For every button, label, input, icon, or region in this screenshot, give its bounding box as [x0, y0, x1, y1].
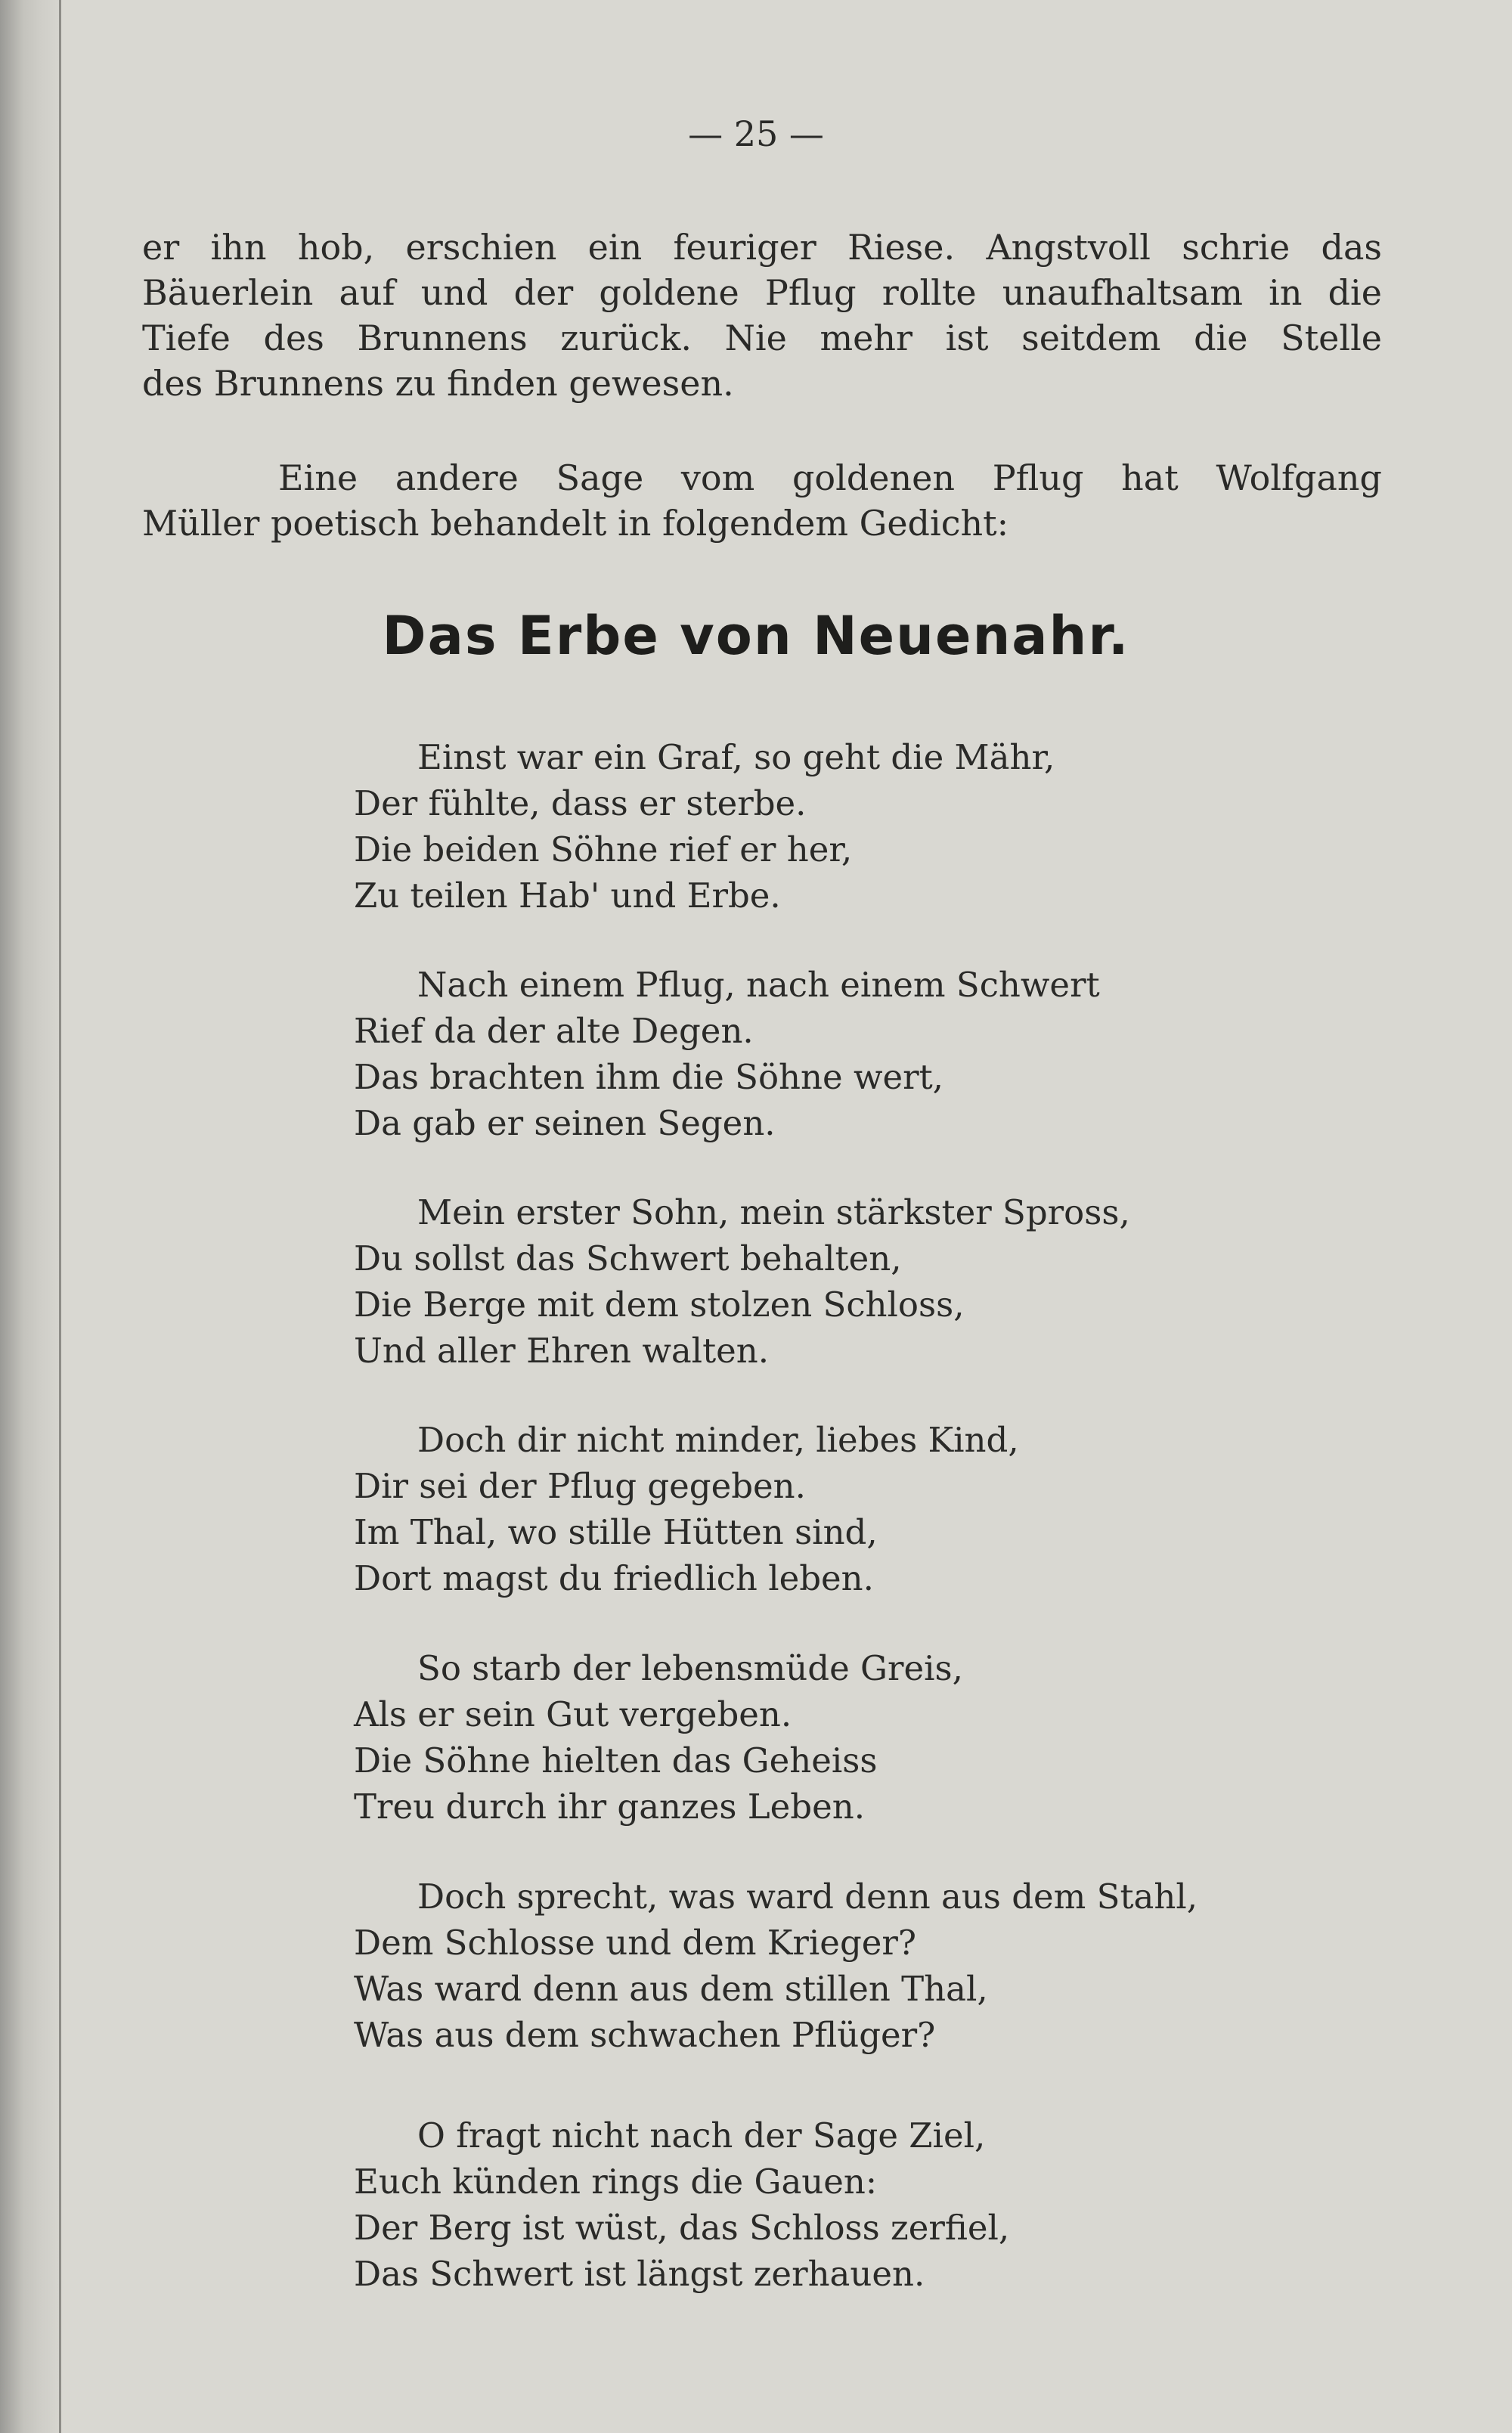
verse-line: Die Berge mit dem stolzen Schloss,: [354, 1285, 965, 1325]
verse-line: Und aller Ehren walten.: [354, 1331, 770, 1371]
verse-line: Einst war ein Graf, so geht die Mähr,: [417, 737, 1055, 777]
verse-line: Euch künden rings die Gauen:: [354, 2162, 878, 2202]
verse-line: Der Berg ist wüst, das Schloss zerfiel,: [354, 2208, 1010, 2248]
verse-line: Die beiden Söhne rief er her,: [354, 829, 853, 869]
verse-line: Nach einem Pflug, nach einem Schwert: [417, 965, 1100, 1005]
verse-line: Doch dir nicht minder, liebes Kind,: [417, 1420, 1019, 1460]
verse-line: Was ward denn aus dem stillen Thal,: [354, 1969, 988, 2009]
page-edge: [59, 0, 61, 2433]
page-number: — 25 —: [688, 113, 824, 154]
verse-line: Dir sei der Pflug gegeben.: [354, 1466, 806, 1506]
prose-line: Tiefe des Brunnens zurück. Nie mehr ist seitdem die Stelle: [142, 318, 1382, 358]
prose-line: des Brunnens zu finden gewesen.: [142, 363, 734, 404]
prose-line: Müller poetisch behandelt in folgendem Gedicht:: [142, 503, 1009, 544]
poem-title: Das Erbe von Neuenahr.: [382, 605, 1130, 667]
prose-line: Eine andere Sage vom goldenen Pflug hat Wolfgang: [278, 457, 1382, 498]
verse-line: Mein erster Sohn, mein stärkster Spross,: [417, 1192, 1130, 1232]
verse-line: Rief da der alte Degen.: [354, 1011, 754, 1051]
verse-line: Das Schwert ist längst zerhauen.: [354, 2254, 925, 2294]
verse-line: Doch sprecht, was ward denn aus dem Stahl,: [417, 1877, 1198, 1917]
verse-line: Dort magst du friedlich leben.: [354, 1558, 874, 1598]
verse-line: Das brachten ihm die Söhne wert,: [354, 1057, 943, 1097]
verse-line: Dem Schlosse und dem Krieger?: [354, 1923, 917, 1963]
book-gutter: [0, 0, 59, 2433]
prose-line: Bäuerlein auf und der goldene Pflug rollte unaufhaltsam in die: [142, 272, 1382, 313]
prose-line: er ihn hob, erschien ein feuriger Riese. Angstvoll schrie das: [142, 227, 1382, 268]
verse-line: Treu durch ihr ganzes Leben.: [354, 1787, 866, 1827]
verse-line: Du sollst das Schwert behalten,: [354, 1238, 902, 1278]
verse-line: Der fühlte, dass er sterbe.: [354, 783, 807, 823]
verse-line: Die Söhne hielten das Geheiss: [354, 1740, 878, 1781]
verse-line: Da gab er seinen Segen.: [354, 1103, 776, 1143]
verse-line: Als er sein Gut vergeben.: [354, 1694, 792, 1734]
verse-line: So starb der lebensmüde Greis,: [417, 1648, 963, 1688]
verse-line: O fragt nicht nach der Sage Ziel,: [417, 2115, 986, 2156]
verse-line: Zu teilen Hab' und Erbe.: [354, 876, 781, 916]
verse-line: Was aus dem schwachen Pflüger?: [354, 2015, 936, 2055]
verse-line: Im Thal, wo stille Hütten sind,: [354, 1512, 878, 1552]
